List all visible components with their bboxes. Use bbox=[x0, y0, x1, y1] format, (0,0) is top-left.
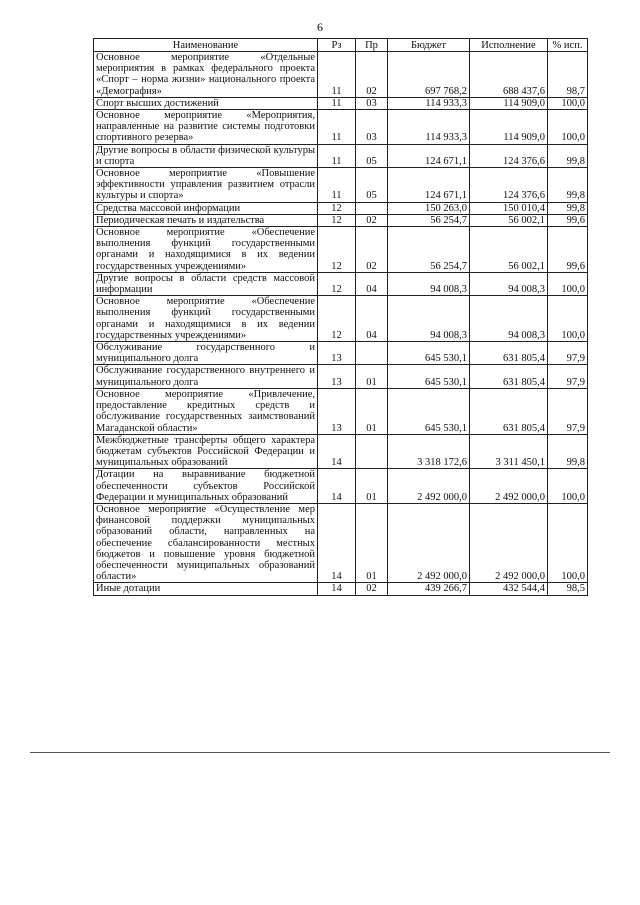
cell-pct: 98,5 bbox=[548, 583, 588, 595]
cell-rz: 14 bbox=[318, 434, 356, 469]
cell-rz: 11 bbox=[318, 52, 356, 98]
cell-pct: 99,8 bbox=[548, 144, 588, 167]
table-row bbox=[94, 503, 588, 582]
header-execution: Исполнение bbox=[470, 39, 548, 52]
cell-pr: 01 bbox=[356, 388, 388, 434]
table-row bbox=[94, 227, 588, 273]
table-row bbox=[94, 110, 588, 145]
cell-pct: 97,9 bbox=[548, 342, 588, 365]
cell-pct: 100,0 bbox=[548, 272, 588, 295]
cell-name: Основное мероприятие «Осуществление мер финансовой поддержки муниципальных образований области, направленных на обеспечение сбалансированности местных бюджетов и повышение уровня бюджетной обеспеченности муниципальных образований области» bbox=[94, 503, 318, 582]
cell-budget: 124 671,1 bbox=[388, 144, 470, 167]
cell-name: Основное мероприятие «Мероприятия, направленные на развитие системы подготовки спортивного резерва» bbox=[94, 110, 318, 145]
cell-rz: 14 bbox=[318, 583, 356, 595]
cell-pr: 02 bbox=[356, 227, 388, 273]
cell-rz: 14 bbox=[318, 469, 356, 504]
cell-execution: 124 376,6 bbox=[470, 168, 548, 203]
cell-budget: 697 768,2 bbox=[388, 52, 470, 98]
header-pr: Пр bbox=[356, 39, 388, 52]
table-row bbox=[94, 272, 588, 295]
cell-execution: 2 492 000,0 bbox=[470, 503, 548, 582]
cell-name: Периодическая печать и издательства bbox=[94, 214, 318, 226]
table-row bbox=[94, 144, 588, 167]
table-row bbox=[94, 365, 588, 388]
cell-rz: 11 bbox=[318, 110, 356, 145]
cell-pr: 05 bbox=[356, 168, 388, 203]
cell-execution: 114 909,0 bbox=[470, 110, 548, 145]
header-rz: Рз bbox=[318, 39, 356, 52]
cell-budget: 645 530,1 bbox=[388, 365, 470, 388]
cell-execution: 56 002,1 bbox=[470, 214, 548, 226]
cell-budget: 56 254,7 bbox=[388, 227, 470, 273]
cell-pr bbox=[356, 202, 388, 214]
cell-rz: 12 bbox=[318, 214, 356, 226]
budget-table bbox=[93, 38, 588, 596]
cell-name: Средства массовой информации bbox=[94, 202, 318, 214]
cell-budget: 645 530,1 bbox=[388, 342, 470, 365]
cell-execution: 56 002,1 bbox=[470, 227, 548, 273]
header-budget: Бюджет bbox=[388, 39, 470, 52]
table-row bbox=[94, 388, 588, 434]
cell-name: Обслуживание государственного и муниципального долга bbox=[94, 342, 318, 365]
cell-pr: 05 bbox=[356, 144, 388, 167]
cell-rz: 13 bbox=[318, 388, 356, 434]
cell-pct: 98,7 bbox=[548, 52, 588, 98]
table-row bbox=[94, 469, 588, 504]
cell-name: Обслуживание государственного внутреннего и муниципального долга bbox=[94, 365, 318, 388]
cell-rz: 12 bbox=[318, 272, 356, 295]
table-row bbox=[94, 202, 588, 214]
table-row bbox=[94, 97, 588, 109]
cell-pr: 02 bbox=[356, 52, 388, 98]
cell-pct: 100,0 bbox=[548, 97, 588, 109]
table-row bbox=[94, 214, 588, 226]
cell-rz: 12 bbox=[318, 227, 356, 273]
table-body bbox=[94, 52, 588, 596]
table-row bbox=[94, 296, 588, 342]
cell-name: Другие вопросы в области физической культуры и спорта bbox=[94, 144, 318, 167]
cell-pct: 99,6 bbox=[548, 227, 588, 273]
cell-name: Основное мероприятие «Обеспечение выполнения функций государственными органами и находящимися в их ведении государственных учреждениями» bbox=[94, 296, 318, 342]
cell-pct: 100,0 bbox=[548, 110, 588, 145]
table-row bbox=[94, 52, 588, 98]
cell-pct: 99,8 bbox=[548, 168, 588, 203]
cell-pct: 99,8 bbox=[548, 202, 588, 214]
cell-budget: 2 492 000,0 bbox=[388, 503, 470, 582]
cell-execution: 114 909,0 bbox=[470, 97, 548, 109]
cell-pr: 03 bbox=[356, 97, 388, 109]
cell-name: Иные дотации bbox=[94, 583, 318, 595]
header-name: Наименование bbox=[94, 39, 318, 52]
cell-pct: 97,9 bbox=[548, 365, 588, 388]
cell-execution: 94 008,3 bbox=[470, 296, 548, 342]
cell-budget: 94 008,3 bbox=[388, 272, 470, 295]
cell-execution: 631 805,4 bbox=[470, 342, 548, 365]
cell-execution: 150 010,4 bbox=[470, 202, 548, 214]
cell-budget: 150 263,0 bbox=[388, 202, 470, 214]
cell-pct: 99,6 bbox=[548, 214, 588, 226]
cell-name: Основное мероприятие «Повышение эффективности управления развитием отрасли культуры и спорта» bbox=[94, 168, 318, 203]
cell-pr: 02 bbox=[356, 214, 388, 226]
cell-execution: 124 376,6 bbox=[470, 144, 548, 167]
cell-pr bbox=[356, 342, 388, 365]
cell-rz: 11 bbox=[318, 97, 356, 109]
cell-budget: 124 671,1 bbox=[388, 168, 470, 203]
table-header-row bbox=[94, 39, 588, 52]
cell-name: Основное мероприятие «Привлечение, предоставление кредитных средств и обслуживание государственных заимствований Магаданской области» bbox=[94, 388, 318, 434]
cell-name: Спорт высших достижений bbox=[94, 97, 318, 109]
cell-name: Дотации на выравнивание бюджетной обеспеченности субъектов Российской Федерации и муниципальных образований bbox=[94, 469, 318, 504]
cell-name: Межбюджетные трансферты общего характера бюджетам субъектов Российской Федерации и муниципальных образований bbox=[94, 434, 318, 469]
cell-pct: 97,9 bbox=[548, 388, 588, 434]
cell-pr: 04 bbox=[356, 296, 388, 342]
cell-name: Основное мероприятие «Обеспечение выполнения функций государственными органами и находящимися в их ведении государственных учреждениями» bbox=[94, 227, 318, 273]
cell-budget: 56 254,7 bbox=[388, 214, 470, 226]
cell-pr: 01 bbox=[356, 503, 388, 582]
cell-execution: 94 008,3 bbox=[470, 272, 548, 295]
table-row bbox=[94, 583, 588, 595]
cell-pr: 02 bbox=[356, 583, 388, 595]
table-row bbox=[94, 434, 588, 469]
cell-execution: 3 311 450,1 bbox=[470, 434, 548, 469]
page-number: 6 bbox=[317, 20, 323, 34]
table-row bbox=[94, 342, 588, 365]
header-pct: % исп. bbox=[548, 39, 588, 52]
cell-pct: 99,8 bbox=[548, 434, 588, 469]
cell-pct: 100,0 bbox=[548, 469, 588, 504]
cell-execution: 2 492 000,0 bbox=[470, 469, 548, 504]
cell-pr: 01 bbox=[356, 365, 388, 388]
footer-rule bbox=[30, 752, 610, 753]
cell-rz: 11 bbox=[318, 168, 356, 203]
cell-pr: 03 bbox=[356, 110, 388, 145]
cell-budget: 439 266,7 bbox=[388, 583, 470, 595]
cell-budget: 2 492 000,0 bbox=[388, 469, 470, 504]
cell-pr bbox=[356, 434, 388, 469]
cell-rz: 14 bbox=[318, 503, 356, 582]
cell-execution: 688 437,6 bbox=[470, 52, 548, 98]
cell-pr: 04 bbox=[356, 272, 388, 295]
cell-name: Основное мероприятие «Отдельные мероприятия в рамках федерального проекта «Спорт – норма жизни» национального проекта «Демография» bbox=[94, 52, 318, 98]
cell-budget: 114 933,3 bbox=[388, 110, 470, 145]
cell-rz: 13 bbox=[318, 365, 356, 388]
cell-execution: 631 805,4 bbox=[470, 365, 548, 388]
cell-rz: 12 bbox=[318, 296, 356, 342]
cell-budget: 114 933,3 bbox=[388, 97, 470, 109]
cell-name: Другие вопросы в области средств массовой информации bbox=[94, 272, 318, 295]
cell-pr: 01 bbox=[356, 469, 388, 504]
table-row bbox=[94, 168, 588, 203]
cell-budget: 94 008,3 bbox=[388, 296, 470, 342]
cell-execution: 432 544,4 bbox=[470, 583, 548, 595]
cell-rz: 12 bbox=[318, 202, 356, 214]
cell-rz: 13 bbox=[318, 342, 356, 365]
cell-execution: 631 805,4 bbox=[470, 388, 548, 434]
cell-pct: 100,0 bbox=[548, 296, 588, 342]
cell-rz: 11 bbox=[318, 144, 356, 167]
cell-budget: 645 530,1 bbox=[388, 388, 470, 434]
cell-pct: 100,0 bbox=[548, 503, 588, 582]
cell-budget: 3 318 172,6 bbox=[388, 434, 470, 469]
